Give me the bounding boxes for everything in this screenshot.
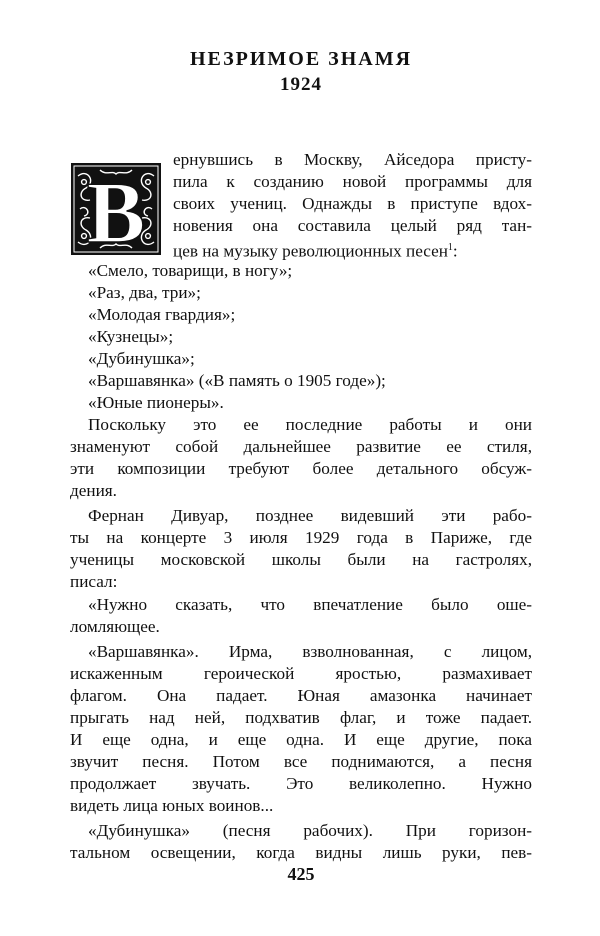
text-line: пила к созданию новой программы для: [173, 172, 532, 191]
text-line: прыгать над ней, подхватив флаг, и тоже падает.: [70, 708, 532, 727]
text-line: Поскольку это ее последние работы и они: [88, 415, 532, 434]
song-item: «Кузнецы»;: [88, 327, 174, 346]
song-item: «Варшавянка» («В память о 1905 годе»);: [88, 371, 386, 390]
text-line: «Дубинушка» (песня рабочих). При горизон-: [88, 821, 532, 840]
text-line: видеть лица юных воинов...: [70, 796, 274, 815]
text-line: своих учениц. Однажды в приступе вдох-: [173, 194, 532, 213]
footnote-mark: 1: [447, 242, 453, 253]
book-page: [70, 0, 532, 936]
text-line: искаженным героической яростью, размахивает: [70, 664, 532, 683]
ornamental-dropcap: [70, 162, 162, 256]
text-line: эти композиции требуют более детального обсуж-: [70, 459, 532, 478]
text-line: Фернан Дивуар, позднее видевший эти рабо-: [88, 506, 532, 525]
text-line: ломляющее.: [70, 617, 160, 636]
text-line: новения она составила целый ряд тан-: [173, 216, 532, 235]
text-fragment: цев на музыку революционных песен: [173, 241, 448, 261]
text-line: ученицы московской школы были на гастролях,: [70, 550, 532, 569]
text-line: [173, 238, 532, 261]
song-item: «Смело, товарищи, в ногу»;: [88, 261, 293, 280]
text-line: И еще одна, и еще одна. И еще другие, пока: [70, 730, 532, 749]
chapter-title: НЕЗРИМОЕ ЗНАМЯ: [189, 48, 413, 70]
text-line: ты на концерте 3 июля 1929 года в Париже, где: [70, 528, 532, 547]
chapter-year: 1924: [280, 74, 322, 95]
text-line: звучит песня. Потом все поднимаются, а песня: [70, 752, 532, 771]
text-line: флагом. Она падает. Юная амазонка начинает: [70, 686, 532, 705]
text-fragment: :: [452, 241, 458, 261]
text-line: ернувшись в Москву, Айседора присту-: [173, 150, 532, 169]
song-item: «Молодая гвардия»;: [88, 305, 236, 324]
text-line: «Нужно сказать, что впечатление было оше-: [88, 595, 532, 614]
text-line: дения.: [70, 481, 117, 500]
song-item: «Дубинушка»;: [88, 349, 195, 368]
text-line: писал:: [70, 572, 118, 591]
page-number: 425: [287, 864, 315, 884]
text-line: продолжает звучать. Это великолепно. Нужно: [70, 774, 532, 793]
song-item: «Раз, два, три»;: [88, 283, 201, 302]
text-line: знаменуют собой дальнейшее развитие ее стиля,: [70, 437, 532, 456]
text-line: тальном освещении, когда видны лишь руки, пев-: [70, 843, 532, 862]
text-line: «Варшавянка». Ирма, взволнованная, с лицом,: [88, 642, 532, 661]
song-item: «Юные пионеры».: [88, 393, 224, 412]
dropcap-letter: В: [86, 165, 146, 256]
